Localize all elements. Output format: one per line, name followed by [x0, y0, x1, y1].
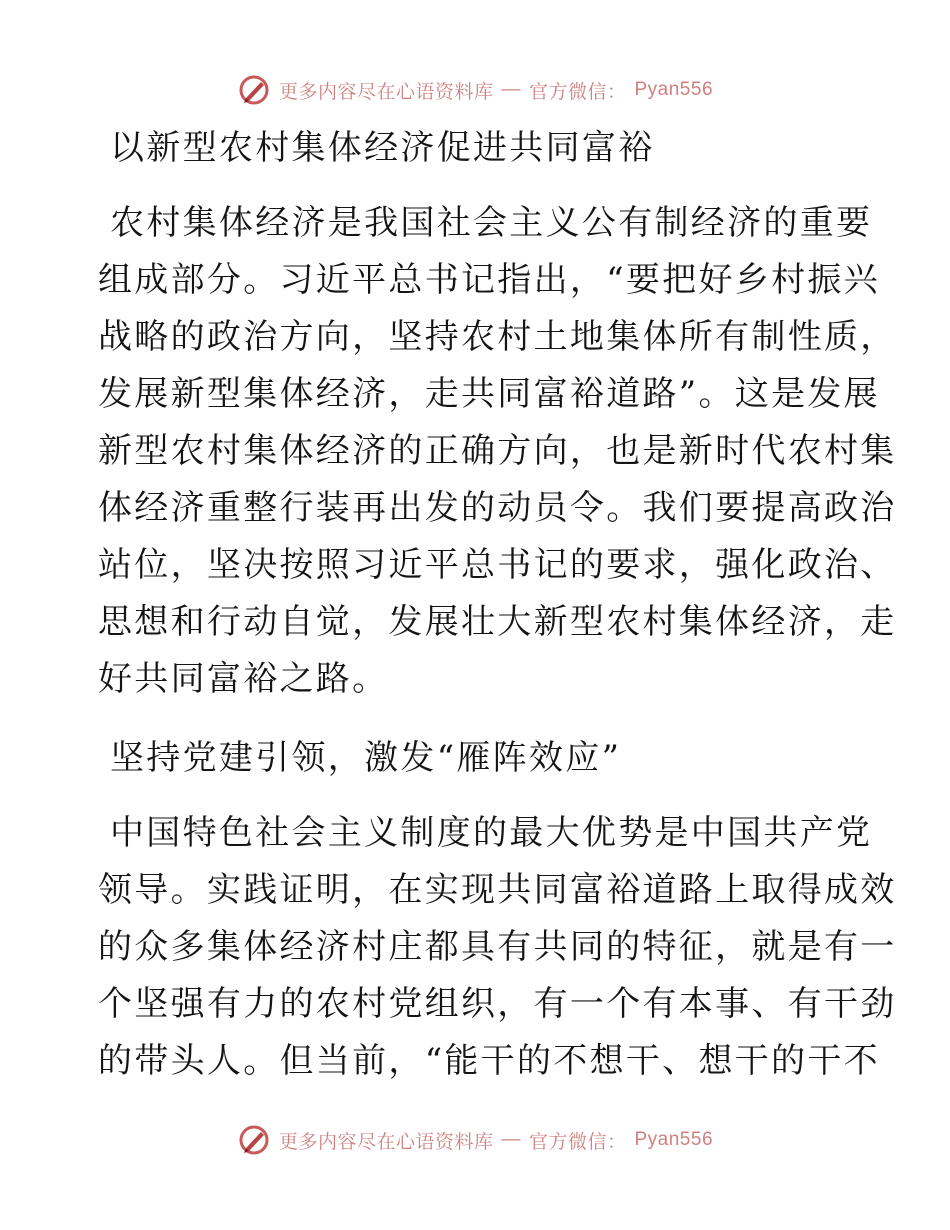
- paragraph-1-line-2: 组成部分。习近平总书记指出，“要把好乡村振兴: [98, 260, 880, 300]
- paragraph-1-line-9: 好共同富裕之路。: [98, 659, 389, 699]
- section-heading: 坚持党建引领，激发“雁阵效应”: [110, 738, 622, 778]
- paragraph-2-line-2: 领导。实践证明，在实现共同富裕道路上取得成效: [98, 870, 897, 910]
- paragraph-1-line-8: 思想和行动自觉，发展壮大新型农村集体经济，走: [98, 602, 897, 642]
- paragraph-2-line-5: 的带头人。但当前，“能干的不想干、想干的干不: [98, 1041, 880, 1081]
- paragraph-1-line-1: 农村集体经济是我国社会主义公有制经济的重要: [110, 203, 873, 243]
- paragraph-2-line-1: 中国特色社会主义制度的最大优势是中国共产党: [110, 813, 873, 853]
- paragraph-1-line-5: 新型农村集体经济的正确方向，也是新时代农村集: [98, 431, 897, 471]
- document-title: 以新型农村集体经济促进共同富裕: [110, 128, 655, 168]
- header-wechat-id: Pyan556: [634, 79, 714, 100]
- footer-watermark: [0, 1120, 950, 1160]
- paragraph-2-line-4: 个坚强有力的农村党组织，有一个有本事、有干劲: [98, 984, 897, 1024]
- header-separator: —: [501, 79, 521, 100]
- footer-brand-text: 更多内容尽在心语资料库: [278, 1131, 494, 1153]
- footer-wechat-id: Pyan556: [634, 1129, 714, 1150]
- footer-wechat-label: 官方微信：: [528, 1131, 627, 1153]
- footer-separator: —: [501, 1129, 521, 1150]
- paragraph-1-line-3: 战略的政治方向，坚持农村土地集体所有制性质，: [98, 317, 897, 357]
- paragraph-1-line-4: 发展新型集体经济，走共同富裕道路”。这是发展: [98, 374, 880, 414]
- header-brand-text: 更多内容尽在心语资料库: [278, 81, 494, 103]
- paragraph-1-line-6: 体经济重整行装再出发的动员令。我们要提高政治: [98, 488, 897, 528]
- pen-logo-icon: [237, 1123, 271, 1157]
- paragraph-1-line-7: 站位，坚决按照习近平总书记的要求，强化政治、: [98, 545, 897, 585]
- header-wechat-label: 官方微信：: [528, 81, 627, 103]
- paragraph-2-line-3: 的众多集体经济村庄都具有共同的特征，就是有一: [98, 927, 897, 967]
